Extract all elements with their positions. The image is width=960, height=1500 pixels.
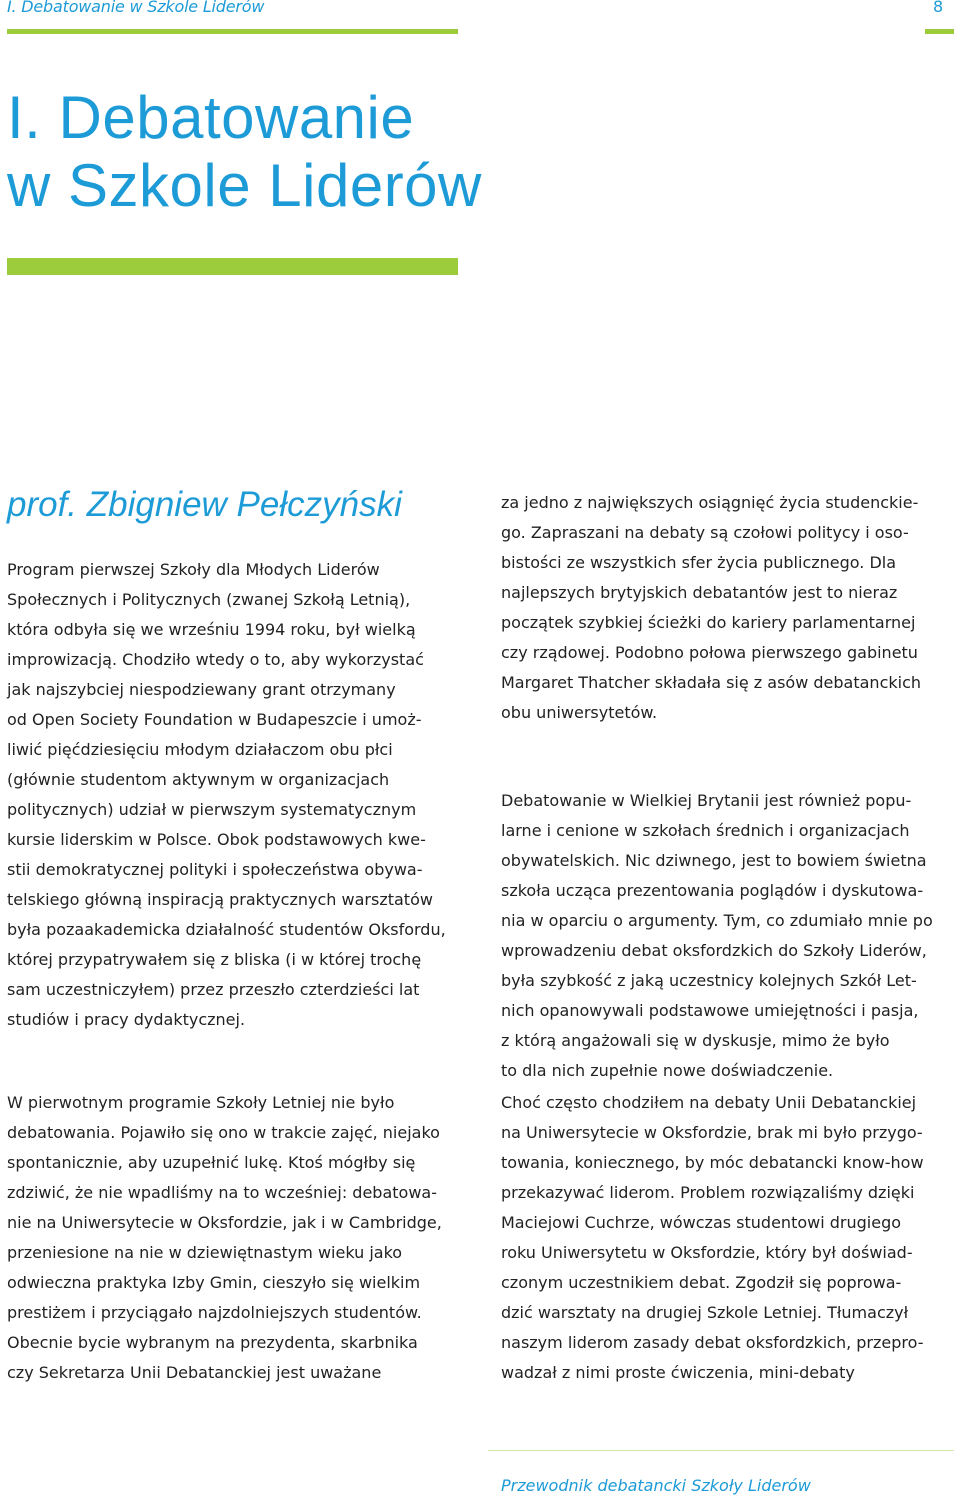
text-line: kursie liderskim w Polsce. Obok podstawowych kwe- (7, 830, 426, 849)
text-line: stii demokratycznej polityki i społeczeństwa obywa- (7, 860, 423, 879)
text-line: której przypatrywałem się z bliska (i w której trochę (7, 950, 422, 969)
left-paragraph-2 (7, 1088, 477, 1388)
header-rule (7, 29, 458, 34)
page-number: 8 (933, 0, 944, 16)
text-line: początek szybkiej ścieżki do kariery parlamentarnej (501, 613, 916, 632)
text-line: Choć często chodziłem na debaty Unii Debatanckiej (501, 1093, 917, 1112)
text-line: najlepszych brytyjskich debatantów jest to nieraz (501, 583, 898, 602)
text-line: była pozaakademicka działalność studentów Oksfordu, (7, 920, 446, 939)
text-line: Program pierwszej Szkoły dla Młodych Liderów (7, 560, 380, 579)
page-number-rule (925, 29, 954, 34)
text-line: obywatelskich. Nic dziwnego, jest to bowiem świetna (501, 851, 927, 870)
text-line: larne i cenione w szkołach średnich i organizacjach (501, 821, 910, 840)
right-paragraph-1 (501, 488, 960, 728)
text-line: go. Zapraszani na debaty są czołowi politycy i oso- (501, 523, 909, 542)
text-line: za jedno z największych osiągnięć życia studenckie- (501, 493, 919, 512)
text-line: nich opanowywali podstawowe umiejętności i pasja, (501, 1001, 919, 1020)
text-line: na Uniwersytecie w Oksfordzie, brak mi było przygo- (501, 1123, 923, 1142)
right-paragraph-3 (501, 1088, 960, 1388)
text-line: nia w oparciu o argumenty. Tym, co zdumiało mnie po (501, 911, 933, 930)
text-line: była szybkość z jaką uczestnicy kolejnych Szkół Let- (501, 971, 917, 990)
text-line: Margaret Thatcher składała się z asów debatanckich (501, 673, 922, 692)
text-line: jak najszybciej niespodziewany grant otrzymany (7, 680, 396, 699)
text-line: wprowadzeniu debat oksfordzkich do Szkoły Liderów, (501, 941, 927, 960)
text-line: szkoła ucząca prezentowania poglądów i dyskutowa- (501, 881, 924, 900)
text-line: od Open Society Foundation w Budapeszcie i umoż- (7, 710, 422, 729)
text-line: politycznych) udział w pierwszym systematycznym (7, 800, 417, 819)
text-line: to dla nich zupełnie nowe doświadczenie. (501, 1061, 834, 1080)
text-line: nie na Uniwersytecie w Oksfordzie, jak i w Cambridge, (7, 1213, 442, 1232)
chapter-title-line-1: I. Debatowanie (7, 84, 415, 151)
text-line: z którą angażowali się w dyskusje, mimo że było (501, 1031, 890, 1050)
left-paragraph-1 (7, 555, 477, 1035)
text-line: przekazywać liderom. Problem rozwiązaliśmy dzięki (501, 1183, 915, 1202)
text-line: czy rządowej. Podobno połowa pierwszego gabinetu (501, 643, 918, 662)
text-line: Debatowanie w Wielkiej Brytanii jest również popu- (501, 791, 912, 810)
text-line: naszym liderom zasady debat oksfordzkich, przepro- (501, 1333, 924, 1352)
text-line: roku Uniwersytetu w Oksfordzie, który był doświad- (501, 1243, 913, 1262)
text-line: liwić pięćdziesięciu młodym działaczom obu płci (7, 740, 393, 759)
text-line: prestiżem i przyciągało najzdolniejszych studentów. (7, 1303, 422, 1322)
text-line: (głównie studentom aktywnym w organizacjach (7, 770, 390, 789)
text-line: czonym uczestnikiem debat. Zgodził się poprowa- (501, 1273, 902, 1292)
author-name: prof. Zbigniew Pełczyński (7, 485, 402, 524)
text-line: odwieczna praktyka Izby Gmin, cieszyło się wielkim (7, 1273, 421, 1292)
text-line: improwizacją. Chodziło wtedy o to, aby wykorzystać (7, 650, 424, 669)
running-footer-title: Przewodnik debatancki Szkoły Liderów (501, 1476, 811, 1495)
text-line: bistości ze wszystkich sfer życia publicznego. Dla (501, 553, 897, 572)
text-line: Obecnie bycie wybranym na prezydenta, skarbnika (7, 1333, 418, 1352)
text-line: spontanicznie, aby uzupełnić lukę. Ktoś mógłby się (7, 1153, 416, 1172)
text-line: studiów i pracy dydaktycznej. (7, 1010, 246, 1029)
text-line: towania, koniecznego, by móc debatancki know-how (501, 1153, 924, 1172)
chapter-title-line-2: w Szkole Liderów (7, 152, 482, 219)
text-line: debatowania. Pojawiło się ono w trakcie zajęć, niejako (7, 1123, 440, 1142)
running-header-title: I. Debatowanie w Szkole Liderów (7, 0, 265, 16)
chapter-title (7, 84, 482, 220)
text-line: dzić warsztaty na drugiej Szkole Letniej. Tłumaczył (501, 1303, 909, 1322)
text-line: sam uczestniczyłem) przez przeszło czterdzieści lat (7, 980, 420, 999)
footer-rule (488, 1450, 954, 1451)
text-line: czy Sekretarza Unii Debatanckiej jest uważane (7, 1363, 382, 1382)
text-line: Maciejowi Cuchrze, wówczas studentowi drugiego (501, 1213, 902, 1232)
text-line: Społecznych i Politycznych (zwanej Szkołą Letnią), (7, 590, 411, 609)
text-line: która odbyła się we wrześniu 1994 roku, był wielką (7, 620, 416, 639)
right-paragraph-2 (501, 786, 960, 1086)
text-line: W pierwotnym programie Szkoły Letniej nie było (7, 1093, 395, 1112)
text-line: wadzał z nimi proste ćwiczenia, mini-debaty (501, 1363, 855, 1382)
text-line: przeniesione na nie w dziewiętnastym wieku jako (7, 1243, 403, 1262)
chapter-title-rule (7, 258, 458, 275)
text-line: zdziwić, że nie wpadliśmy na to wcześniej: debatowa- (7, 1183, 437, 1202)
text-line: obu uniwersytetów. (501, 703, 658, 722)
text-line: telskiego główną inspiracją praktycznych warsztatów (7, 890, 433, 909)
